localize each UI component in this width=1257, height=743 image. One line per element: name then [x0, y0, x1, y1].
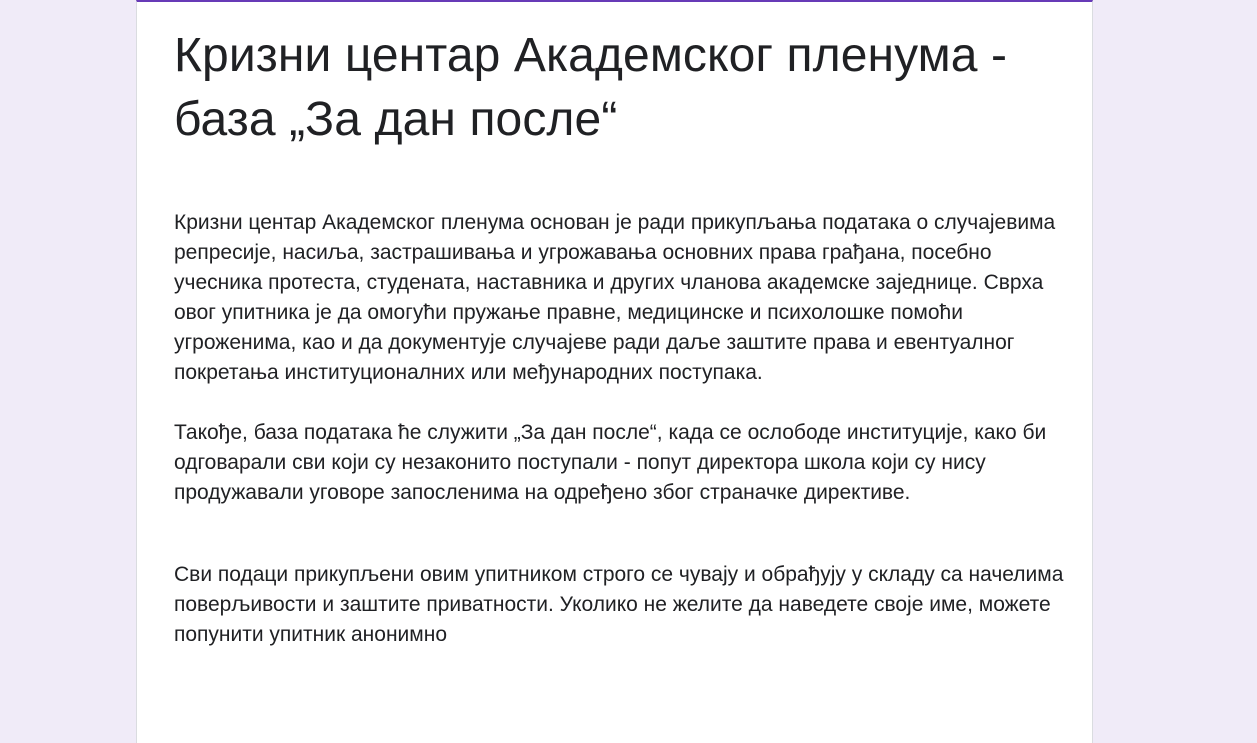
- description-paragraph-1: Кризни центар Академског пленума основан је ради прикупљања података о случајевима репресије, насиља, застрашивања и угрожавања основних права грађана, посебно учесника протеста, студената, наставника и других чланова академске заједнице. Сврха овог упитника је да омогући пружање правне, медицинске и психолошке помоћи угроженима, као и да документује случајеве ради даље заштите права и евентуалног покретања институционалних или међународних поступака.: [174, 211, 1056, 384]
- form-header-card: [136, 0, 1093, 743]
- description-paragraph-2: Такође, база података ће служити „За дан после“, када се ослободе институције, како би одговарали сви који су незаконито поступали - попут директора школа који су нису продужавали уговоре запосленима на одређено због страначке директиве.: [174, 421, 1047, 504]
- form-header-content: [174, 24, 1064, 650]
- description-paragraph-3: Сви подаци прикупљени овим упитником строго се чувају и обрађују у складу са начелима поверљивости и заштите приватности. Уколико не желите да наведете своје име, можете попунити упитник анонимно: [174, 563, 1064, 646]
- form-description: [174, 208, 1064, 650]
- form-title: Кризни центар Академског пленума - база „За дан после“: [174, 29, 1008, 146]
